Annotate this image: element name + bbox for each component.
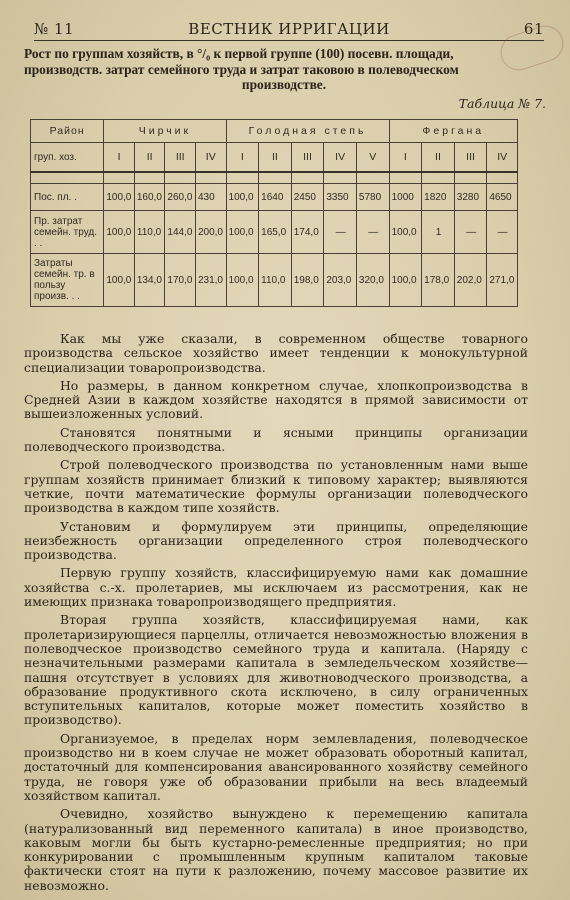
table-cell: 430	[195, 184, 226, 211]
column-header: III	[454, 143, 487, 173]
running-header	[34, 18, 544, 41]
table-cell: 178,0	[422, 254, 455, 307]
table-cell: 3350	[324, 184, 357, 211]
table-cell: —	[356, 211, 389, 254]
paragraph: Организуемое, в пределах норм землевладения, полеводческое производство ни в коем случае не может образовать оборотный капитал, достаточный для компенсирования авансированного хозяйству семейного труда, не говоря уже об образовании прибыли на весь владеемый хозяйством капитал.	[24, 730, 528, 803]
table-row	[31, 211, 518, 254]
growth-table	[30, 119, 518, 307]
column-header: III	[291, 143, 324, 173]
table-cell: 1000	[389, 184, 422, 211]
table-cell: 260,0	[165, 184, 196, 211]
table-title-line-3: производстве.	[241, 77, 327, 92]
table-cell: 5780	[356, 184, 389, 211]
table-cell: 100,0	[389, 211, 422, 254]
region-header: Фергана	[389, 120, 517, 143]
table-cell: 100,0	[104, 254, 135, 307]
paragraph: Первую группу хозяйств, классифицируемую нами как домашние хозяйства с.-х. пролетариев, мы исключаем из рассмотрения, как не имеющих признака товаропроизводящего предприятия.	[24, 565, 528, 610]
table-cell: 100,0	[389, 254, 422, 307]
paragraph: Но размеры, в данном конкретном случае, хлопкопроизводства в Средней Азии в каждом хозяйстве находятся в прямой зависимости от вышеизложенных условий.	[24, 377, 528, 422]
table-cell: 1820	[422, 184, 455, 211]
table-number: Таблица № 7.	[458, 96, 546, 111]
table-cell: 134,0	[134, 254, 165, 307]
table-cell: 271,0	[487, 254, 518, 307]
table-cell: 170,0	[165, 254, 196, 307]
column-header: I	[104, 143, 135, 173]
body-text	[24, 332, 528, 897]
table-cell: 231,0	[195, 254, 226, 307]
column-header: III	[165, 143, 196, 173]
table-cell: 160,0	[134, 184, 165, 211]
row-label: Пос. пл. .	[31, 184, 104, 211]
row-label: Затраты семейн. тр. в пользу произв. . .	[31, 254, 104, 307]
table-cell: 2450	[291, 184, 324, 211]
issue-number: № 11	[34, 20, 75, 38]
region-header: Чирчик	[104, 120, 226, 143]
paragraph: Вторая группа хозяйств, классифицируемая нами, как пролетаризирующиеся парцеллы, отличается невозможностью вложения в полеводческое производство семейного труда и капитала. (Наряду с незначительными размерами капитала в земледельческом хозяйстве—пашня отсутствует в условиях для животноводческого производства, а образование продуктивного скота исключено, в силу ограниченных вступительных капиталов, которые может поместить хозяйство в производство).	[24, 612, 528, 728]
paragraph: Строй полеводческого производства по установленным нами выше группам хозяйств принимает близкий к типовому характер; выявляются четкие, почти математические формулы организации полеводческого производства в каждом типе хозяйств.	[24, 457, 528, 516]
table-cell: —	[324, 211, 357, 254]
region-header: Голодная степь	[226, 120, 389, 143]
table-cell: 198,0	[291, 254, 324, 307]
table-column-row	[31, 143, 518, 173]
paragraph: Установим и формулируем эти принципы, определяющие неизбежность организации определенного строя полеводческого производства.	[24, 518, 528, 563]
table-cell: 144,0	[165, 211, 196, 254]
table-cell: 200,0	[195, 211, 226, 254]
journal-title: ВЕСТНИК ИРРИГАЦИИ	[188, 20, 390, 38]
table-cell: 100,0	[226, 184, 259, 211]
table-cell: 203,0	[324, 254, 357, 307]
page-number: 61	[523, 20, 544, 38]
table-separator	[31, 172, 518, 184]
table-title	[24, 46, 544, 93]
corner-label: Район	[31, 120, 104, 143]
table-cell: 100,0	[104, 211, 135, 254]
table-cell: 100,0	[104, 184, 135, 211]
paragraph: Становятся понятными и ясными принципы организации полеводческого производства.	[24, 424, 528, 455]
table-cell: 174,0	[291, 211, 324, 254]
table-cell: 110,0	[259, 254, 292, 307]
table-cell: 100,0	[226, 211, 259, 254]
table-cell: 3280	[454, 184, 487, 211]
table-row	[31, 254, 518, 307]
table-cell: 165,0	[259, 211, 292, 254]
column-header: I	[226, 143, 259, 173]
table-cell: 320,0	[356, 254, 389, 307]
row-label: Пр. затрат семейн. труд. . .	[31, 211, 104, 254]
group-label: груп. хоз.	[31, 143, 104, 173]
table-cell: 100,0	[226, 254, 259, 307]
table-cell: 110,0	[134, 211, 165, 254]
column-header: II	[134, 143, 165, 173]
table-cell: —	[487, 211, 518, 254]
table-region-row	[31, 120, 518, 143]
column-header: IV	[195, 143, 226, 173]
table-title-line-1: Рост по группам хозяйств, в °/₀ к первой группе (100) посевн. площади,	[24, 46, 454, 61]
column-header: II	[422, 143, 455, 173]
table-cell: 1	[422, 211, 455, 254]
column-header: V	[356, 143, 389, 173]
table-title-line-2: производств. затрат семейного труда и затрат таковою в полеводческом	[24, 61, 459, 77]
table-row	[31, 184, 518, 211]
table-cell: 202,0	[454, 254, 487, 307]
column-header: IV	[487, 143, 518, 173]
paragraph: Как мы уже сказали, в современном обществе товарного производства сельское хозяйство имеет тенденции к монокультурной специализации товаропроизводства.	[24, 331, 528, 375]
table-cell: —	[454, 211, 487, 254]
column-header: II	[259, 143, 292, 173]
table-cell: 4650	[487, 184, 518, 211]
paragraph: Очевидно, хозяйство вынуждено к перемещению капитала (натурализованный вид переменного капитала) в иное производство, каковым могли бы быть кустарно-ремесленные предприятия; но при конкурировании с промышленным крупным капиталом таковые фактически стоят на пути к разложению, почему массовое развитие их невозможно.	[24, 806, 528, 893]
column-header: IV	[324, 143, 357, 173]
table-cell: 1640	[259, 184, 292, 211]
column-header: I	[389, 143, 422, 173]
